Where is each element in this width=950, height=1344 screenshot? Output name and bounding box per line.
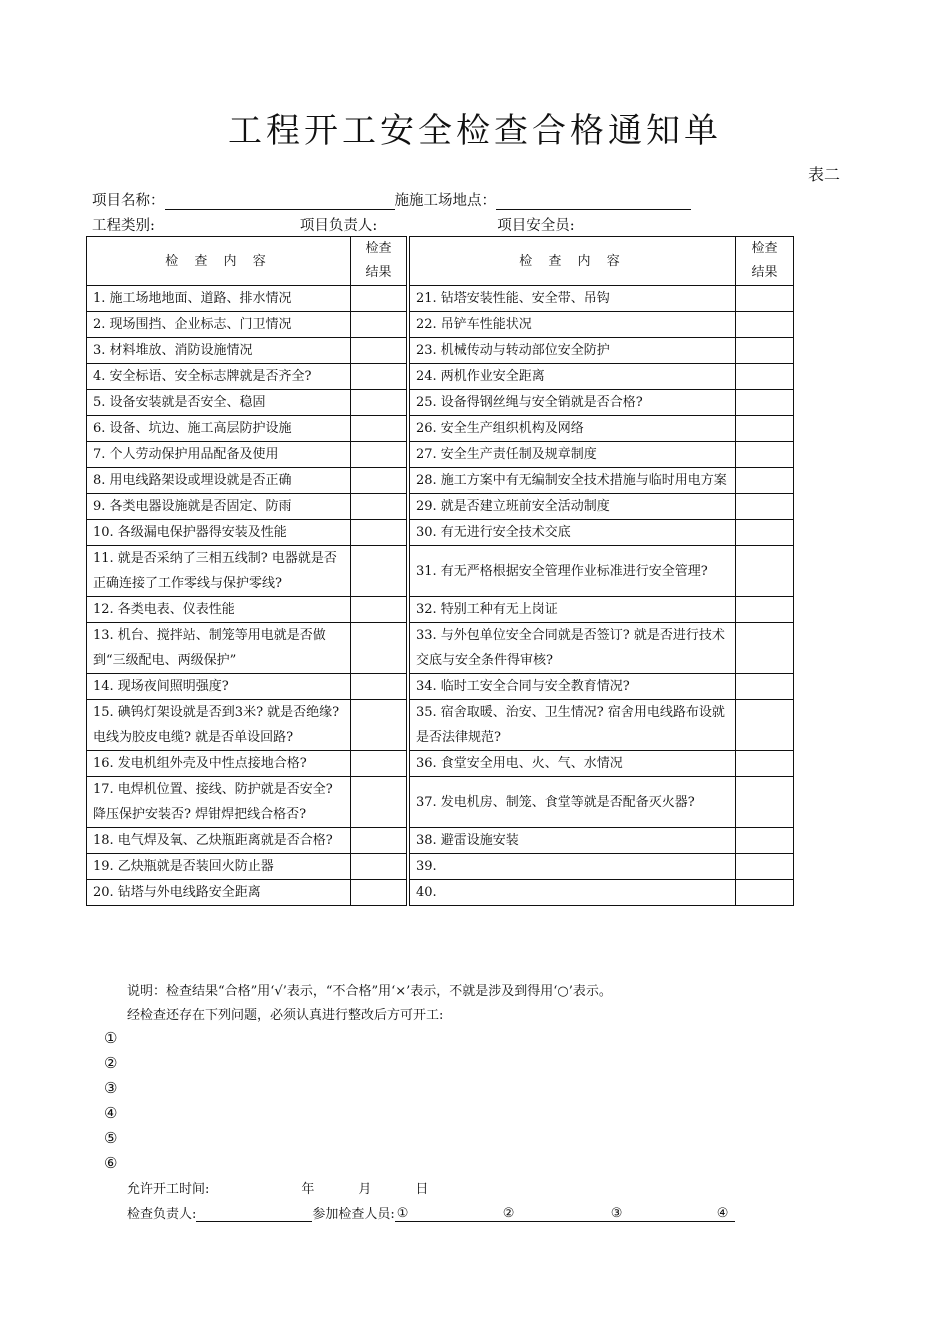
check-item-left: 5. 设备安装就是否安全、稳固 (87, 390, 351, 416)
issue-item[interactable]: ① (104, 1029, 118, 1047)
check-item-left: 14. 现场夜间照明强度? (87, 674, 351, 700)
check-item-right: 27. 安全生产责任制及规章制度 (410, 442, 736, 468)
check-item-left: 17. 电焊机位置、接线、防护就是否安全? 降压保护安装否? 焊钳焊把线合格否? (87, 777, 351, 828)
result-cell-left[interactable] (351, 390, 407, 416)
participants-field[interactable] (395, 1205, 735, 1222)
result-cell-left[interactable] (351, 777, 407, 828)
result-cell-left[interactable] (351, 442, 407, 468)
result-cell-left[interactable] (351, 312, 407, 338)
result-cell-right[interactable] (736, 494, 794, 520)
result-cell-right[interactable] (736, 312, 794, 338)
safety-officer-label: 项目安全员: (497, 218, 575, 234)
check-item-right: 31. 有无严格根据安全管理作业标准进行安全管理? (410, 546, 736, 597)
table-row (87, 546, 794, 597)
result-cell-left[interactable] (351, 854, 407, 880)
inspection-table (86, 236, 794, 906)
check-item-right: 33. 与外包单位安全合同就是否签订? 就是否进行技术交底与安全条件得审核? (410, 623, 736, 674)
result-cell-right[interactable] (736, 700, 794, 751)
result-cell-left[interactable] (351, 674, 407, 700)
check-item-right: 25. 设备得钢丝绳与安全销就是否合格? (410, 390, 736, 416)
table-row (87, 854, 794, 880)
result-cell-right[interactable] (736, 854, 794, 880)
check-item-left: 6. 设备、坑边、施工高层防护设施 (87, 416, 351, 442)
check-item-right: 35. 宿舍取暖、治安、卫生情况? 宿舍用电线路布设就是否法律规范? (410, 700, 736, 751)
check-item-left: 13. 机台、搅拌站、制笼等用电就是否做到“三级配电、两级保护” (87, 623, 351, 674)
check-item-right: 38. 避雷设施安装 (410, 828, 736, 854)
issue-item[interactable]: ⑤ (104, 1129, 118, 1147)
document-title: 工程开工安全检查合格通知单 (228, 111, 722, 151)
result-cell-left[interactable] (351, 338, 407, 364)
table-row (87, 674, 794, 700)
inspector-label: 检查负责人: (127, 1207, 197, 1222)
project-name-label: 项目名称： (92, 193, 165, 209)
check-item-right: 24. 两机作业安全距离 (410, 364, 736, 390)
result-cell-right[interactable] (736, 442, 794, 468)
check-item-left: 11. 就是否采纳了三相五线制? 电器就是否正确连接了工作零线与保护零线? (87, 546, 351, 597)
check-item-left: 19. 乙炔瓶就是否装回火防止器 (87, 854, 351, 880)
result-cell-left[interactable] (351, 880, 407, 906)
check-item-left: 7. 个人劳动保护用品配备及使用 (87, 442, 351, 468)
check-item-left: 2. 现场围挡、企业标志、门卫情况 (87, 312, 351, 338)
signature-line (127, 1203, 735, 1222)
result-cell-left[interactable] (351, 751, 407, 777)
result-cell-right[interactable] (736, 338, 794, 364)
table-row (87, 312, 794, 338)
rectification-instruction: 经检查还存在下列问题，必须认真进行整改后方可开工: (127, 1008, 444, 1023)
table-row (87, 700, 794, 751)
result-cell-right[interactable] (736, 623, 794, 674)
site-field[interactable] (496, 193, 691, 210)
check-item-right: 36. 食堂安全用电、火、气、水情况 (410, 751, 736, 777)
result-cell-right[interactable] (736, 520, 794, 546)
check-item-right: 23. 机械传动与转动部位安全防护 (410, 338, 736, 364)
check-item-left: 12. 各类电表、仪表性能 (87, 597, 351, 623)
result-cell-right[interactable] (736, 674, 794, 700)
result-cell-left[interactable] (351, 623, 407, 674)
table-row (87, 880, 794, 906)
table-row (87, 597, 794, 623)
month-label: 月 (358, 1182, 372, 1197)
result-cell-right[interactable] (736, 286, 794, 312)
issue-item[interactable]: ② (104, 1054, 118, 1072)
manager-label: 项目负责人: (299, 218, 378, 234)
project-name-field[interactable] (165, 193, 395, 210)
check-item-left: 9. 各类电器设施就是否固定、防雨 (87, 494, 351, 520)
check-item-left: 15. 碘钨灯架设就是否到3米? 就是否绝缘? 电线为胶皮电缆? 就是否单设回路? (87, 700, 351, 751)
result-cell-left[interactable] (351, 494, 407, 520)
start-time-line (127, 1178, 428, 1197)
result-cell-right[interactable] (736, 880, 794, 906)
issue-item[interactable]: ⑥ (104, 1154, 118, 1172)
check-item-right: 32. 特别工种有无上岗证 (410, 597, 736, 623)
category-label: 工程类别: (92, 218, 155, 234)
result-cell-right[interactable] (736, 828, 794, 854)
check-item-left: 10. 各级漏电保护器得安装及性能 (87, 520, 351, 546)
check-item-left: 20. 钻塔与外电线路安全距离 (87, 880, 351, 906)
result-cell-left[interactable] (351, 700, 407, 751)
table-row (87, 828, 794, 854)
result-legend-note: 说明：检查结果“合格”用‘√’表示，“不合格”用‘×’表示，不就是涉及到得用‘○’表示。 (127, 984, 612, 999)
result-cell-left[interactable] (351, 364, 407, 390)
table-row (87, 416, 794, 442)
table-header-row (87, 237, 794, 286)
day-label: 日 (415, 1182, 429, 1197)
result-cell-right[interactable] (736, 416, 794, 442)
participants-label: 参加检查人员: (312, 1207, 395, 1222)
table-row (87, 777, 794, 828)
result-cell-left[interactable] (351, 286, 407, 312)
site-label: 施施工场地点： (394, 193, 496, 209)
check-item-right: 39. (410, 854, 736, 880)
result-cell-right[interactable] (736, 364, 794, 390)
header-content-right: 检 查 内 容 (410, 237, 736, 286)
result-cell-left[interactable] (351, 468, 407, 494)
table-row (87, 442, 794, 468)
issue-item[interactable]: ③ (104, 1079, 118, 1097)
table-row (87, 494, 794, 520)
table-row (87, 364, 794, 390)
start-time-label: 允许开工时间: (127, 1182, 210, 1197)
header-content-left: 检 查 内 容 (87, 237, 351, 286)
result-cell-right[interactable] (736, 777, 794, 828)
check-item-right: 26. 安全生产组织机构及网络 (410, 416, 736, 442)
check-item-right: 21. 钻塔安装性能、安全带、吊钩 (410, 286, 736, 312)
issue-list (104, 1026, 117, 1176)
check-item-right: 29. 就是否建立班前安全活动制度 (410, 494, 736, 520)
result-cell-right[interactable] (736, 546, 794, 597)
check-item-left: 3. 材料堆放、消防设施情况 (87, 338, 351, 364)
check-item-right: 40. (410, 880, 736, 906)
result-cell-right[interactable] (736, 468, 794, 494)
participant-marker: ③ (610, 1206, 623, 1221)
table-row (87, 751, 794, 777)
check-item-right: 37. 发电机房、制笼、食堂等就是否配备灭火器? (410, 777, 736, 828)
check-item-left: 1. 施工场地地面、道路、排水情况 (87, 286, 351, 312)
header-result-left: 检查 结果 (351, 237, 407, 286)
participant-marker: ② (502, 1206, 515, 1221)
result-cell-right[interactable] (736, 751, 794, 777)
result-cell-left[interactable] (351, 416, 407, 442)
inspector-field[interactable] (196, 1205, 312, 1222)
year-label: 年 (301, 1182, 315, 1197)
participant-marker: ④ (716, 1206, 729, 1221)
table-row (87, 520, 794, 546)
form-number: 表二 (808, 165, 841, 184)
result-cell-left[interactable] (351, 597, 407, 623)
check-item-right: 34. 临时工安全合同与安全教育情况? (410, 674, 736, 700)
project-info-line-1 (92, 189, 691, 210)
check-item-right: 30. 有无进行安全技术交底 (410, 520, 736, 546)
check-item-left: 4. 安全标语、安全标志牌就是否齐全? (87, 364, 351, 390)
table-row (87, 286, 794, 312)
project-info-line-2 (92, 214, 575, 235)
result-cell-right[interactable] (736, 390, 794, 416)
issue-item[interactable]: ④ (104, 1104, 118, 1122)
table-row (87, 468, 794, 494)
check-item-left: 18. 电气焊及氧、乙炔瓶距离就是否合格? (87, 828, 351, 854)
table-row (87, 390, 794, 416)
result-cell-right[interactable] (736, 597, 794, 623)
result-cell-left[interactable] (351, 828, 407, 854)
check-item-left: 8. 用电线路架设或埋设就是否正确 (87, 468, 351, 494)
result-cell-left[interactable] (351, 520, 407, 546)
result-cell-left[interactable] (351, 546, 407, 597)
table-row (87, 623, 794, 674)
check-item-right: 28. 施工方案中有无编制安全技术措施与临时用电方案 (410, 468, 736, 494)
table-row (87, 338, 794, 364)
participant-marker: ① (396, 1206, 409, 1221)
check-item-right: 22. 吊铲车性能状况 (410, 312, 736, 338)
check-item-left: 16. 发电机组外壳及中性点接地合格? (87, 751, 351, 777)
header-result-right: 检查 结果 (736, 237, 794, 286)
